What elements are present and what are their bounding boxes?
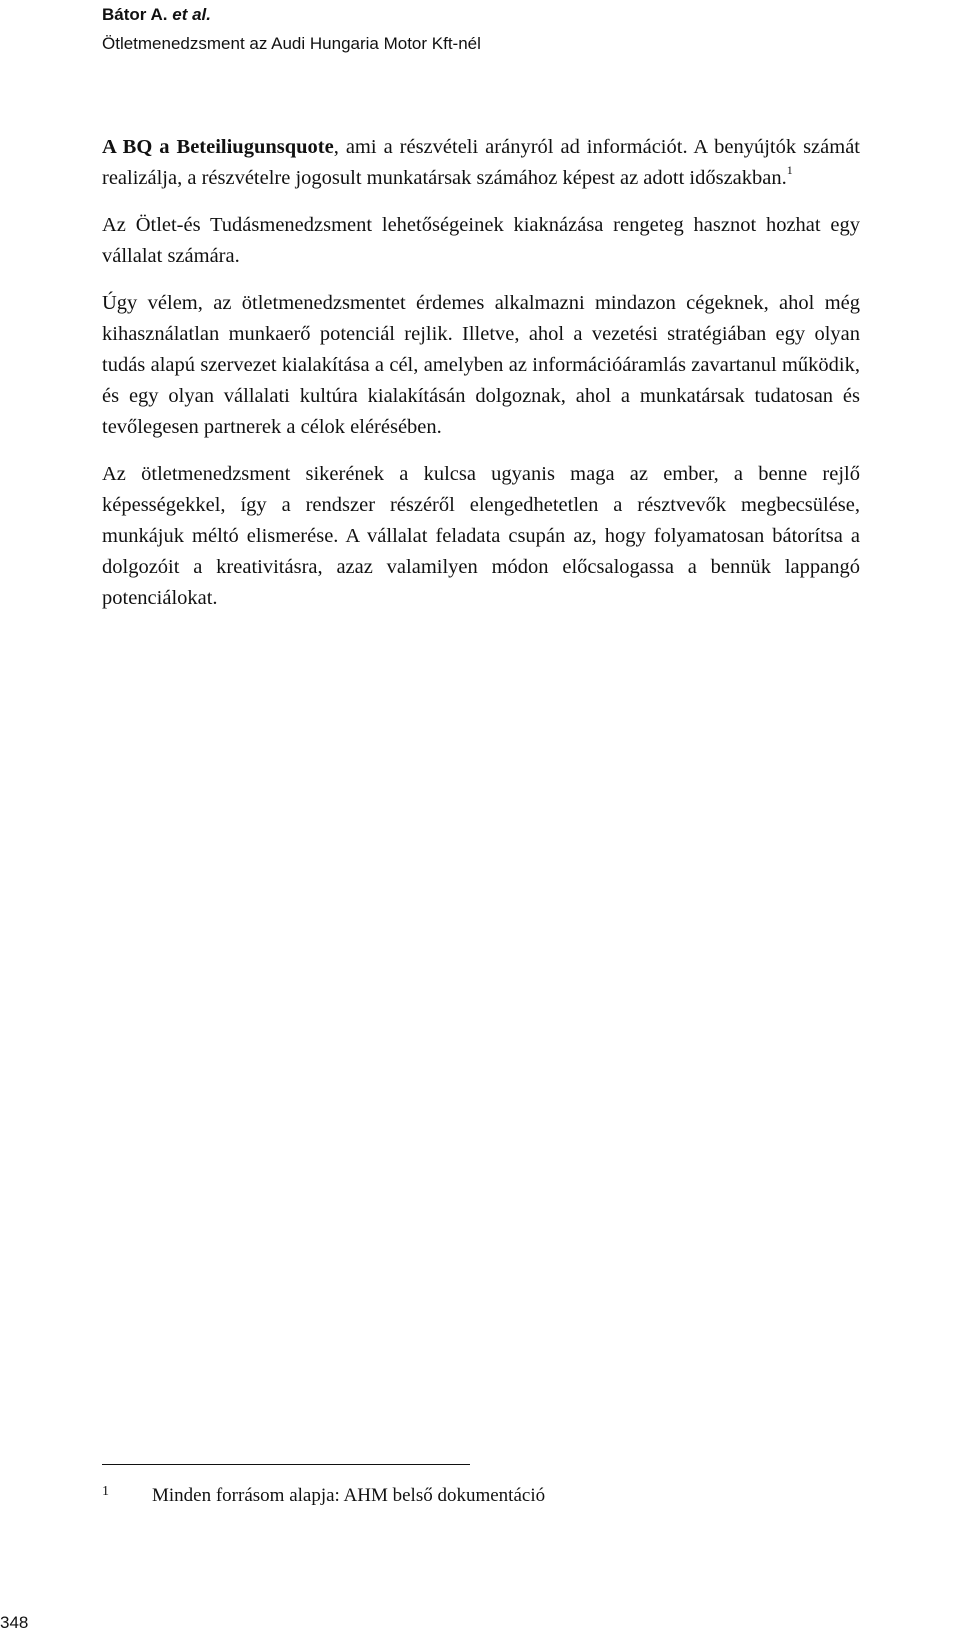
page-number: 348 — [0, 1613, 29, 1632]
paragraph-benefits: Az Ötlet-és Tudásmenedzsment lehetőségeinek kiaknázása rengeteg hasznot hozhat egy vállalat számára. — [102, 214, 860, 267]
header-title: Ötletmenedzsment az Audi Hungaria Motor Kft-nél — [102, 34, 481, 53]
bq-definition-text: , ami a részvételi arányról ad információt. A benyújtók számát realizálja, a részvételre jogosult munkatársak számához képest az adott időszakban. — [102, 136, 860, 189]
header-authors — [102, 0, 481, 29]
footnote-number: 1 — [102, 1484, 109, 1499]
paragraph-key-to-success: Az ötletmenedzsment sikerének a kulcsa ugyanis maga az ember, a benne rejlő képességekkel, így a rendszer részéről elengedhetetlen a résztvevők megbecsülése, munkájuk méltó elismerése. A vállalat feladata csupán az, hogy folyamatosan bátorítsa a dolgozóit a kreativitásra, azaz valamilyen módon előcsalogassa a bennük lappangó potenciálokat. — [102, 463, 860, 609]
paragraph-opinion: Úgy vélem, az ötletmenedzsmentet érdemes alkalmazni mindazon cégeknek, ahol még kihasználatlan munkaerő potenciál rejlik. Illetve, ahol a vezetési stratégiában egy olyan tudás alapú szervezet kialakítása a cél, amelyben az információáramlás zavartanul működik, és egy olyan vállalati kultúra kialakításán dolgoznak, ahol a munkatársak tudatosan és tevőlegesen partnerek a célok elérésében. — [102, 292, 860, 438]
header-author-name: Bátor A. — [102, 5, 168, 24]
footnote — [102, 1478, 545, 1510]
footnote-reference: 1 — [786, 163, 793, 177]
footnote-separator — [102, 1464, 470, 1465]
bq-term: A BQ a Beteiliugunsquote — [102, 136, 334, 158]
running-header — [102, 0, 481, 58]
footnote-text: Minden forrásom alapja: AHM belső dokumentáció — [152, 1485, 546, 1506]
paragraph-bq-definition — [102, 132, 860, 194]
main-text — [102, 132, 860, 630]
header-et-al: et al. — [172, 5, 211, 24]
